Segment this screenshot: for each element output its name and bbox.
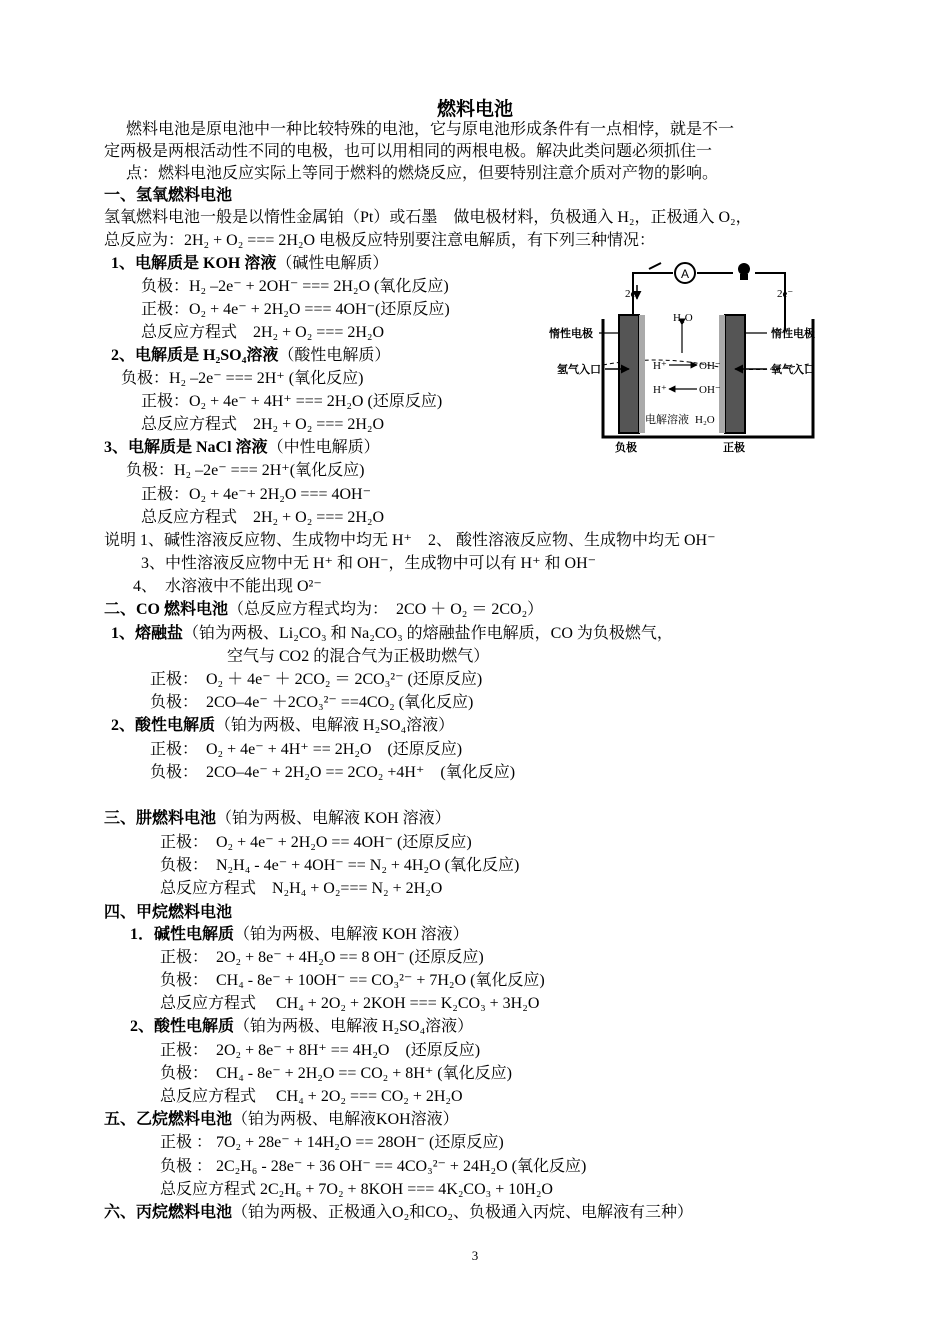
positive-pole-label: 正极 (723, 441, 745, 454)
s1-case-2-heading (111, 345, 390, 367)
page-title: 燃料电池 (436, 98, 513, 120)
electron-label-left: 2e⁻ (625, 288, 642, 300)
section-6-title: 六、丙烷燃料电池 (104, 1204, 233, 1221)
positive-electrode (725, 315, 745, 433)
s2-case-1-positive: 正极： O₂ ＋ 4e⁻ ＋ 2CO₂ ＝ 2CO₃²⁻ (还原反应) (150, 671, 483, 688)
s3-negative: 负极： N₂H₄ - 4e⁻ + 4OH⁻ == N₂ + 4H₂O (氧化反应) (160, 857, 520, 874)
s2-case-2-note: （铂为两极、电解液 H₂SO₄溶液） (215, 717, 455, 734)
ohminus-label-2: OH⁻ (699, 384, 721, 396)
s1-case-1-negative: 负极：H₂ –2e⁻ + 2OH⁻ === 2H₂O (氧化反应) (141, 278, 449, 295)
s1-case-1-note: （碱性电解质） (276, 255, 389, 272)
s1-paragraph-1: 氢氧燃料电池一般是以惰性金属铂（Pt）或石墨 做电极材料，负极通入 H₂，正极通入 O₂， (104, 209, 752, 226)
s3-positive: 正极： O₂ + 4e⁻ + 2H₂O == 4OH⁻ (还原反应) (160, 834, 472, 851)
s1-case-3-note: （中性电解质） (267, 439, 380, 456)
section-2-heading (104, 599, 543, 621)
s4-case-2-note: （铂为两极、电解液 H₂SO₄溶液） (234, 1018, 474, 1035)
right-electrode-label: 惰性电极 (771, 327, 815, 340)
s1-case-2-note: （酸性电解质） (278, 347, 391, 364)
electrolyte-label: 电解溶液 (645, 413, 689, 426)
bulb-icon (738, 263, 750, 275)
s1-case-3-heading (104, 437, 380, 459)
s4-case-2-title: 2、酸性电解质 (130, 1018, 235, 1035)
s1-case-1-heading (111, 253, 388, 275)
s4-case-1-title: 1．碱性电解质 (130, 926, 235, 943)
s4-case-1-note: （铂为两极、电解液 KOH 溶液） (234, 926, 469, 943)
section-5-note: （铂为两极、电解液KOH溶液） (232, 1111, 459, 1128)
s2-case-2-positive: 正极： O₂ + 4e⁻ + 4H⁺ == 2H₂O (还原反应) (150, 741, 463, 758)
s3-total: 总反应方程式 N₂H₄ + O₂=== N₂ + 2H₂O (160, 880, 443, 897)
s2-case-2-title: 2、酸性电解质 (111, 717, 216, 734)
left-electrode-label: 惰性电极 (549, 327, 593, 340)
hplus-label-1: H⁺ (653, 360, 667, 372)
s1-note-3: 4、 水溶液中不能出现 O²⁻ (133, 578, 322, 595)
s4-case-1-total: 总反应方程式 CH₄ + 2O₂ + 2KOH === K₂CO₃ + 3H₂O (160, 995, 540, 1012)
section-5-heading (104, 1109, 459, 1131)
section-5-title: 五、乙烷燃料电池 (104, 1111, 233, 1128)
s1-case-1-title: 1、电解质是 KOH 溶液 (111, 255, 277, 272)
electron-label-right: 2e⁻ (777, 288, 794, 300)
s2-case-1-note: （铂为两极、Li₂CO₃ 和 Na₂CO₃ 的熔融盐作电解质，CO 为负极燃气， (183, 625, 673, 642)
page-number: 3 (471, 1248, 479, 1263)
section-2-note: （总反应方程式均为： 2CO ＋ O₂ ＝ 2CO₂） (228, 601, 544, 618)
s1-case-3-negative: 负极：H₂ –2e⁻ === 2H⁺(氧化反应) (126, 462, 365, 479)
hplus-label-2: H⁺ (653, 384, 667, 396)
negative-electrode (619, 315, 639, 433)
s2-case-1-title: 1、熔融盐 (111, 625, 184, 642)
s1-case-3-title: 3、电解质是 NaCl 溶液 (104, 439, 268, 456)
s1-case-2-title: 2、电解质是 H₂SO₄溶液 (111, 347, 279, 364)
water-label-bottom: H₂O (695, 414, 715, 426)
intro-line-1: 燃料电池是原电池中一种比较特殊的电池，它与原电池形成条件有一点相悖，就是不一 (126, 119, 735, 138)
s2-case-1-heading (111, 623, 673, 645)
intro-line-3: 点：燃料电池反应实际上等同于燃料的燃烧反应，但要特别注意介质对产物的影响。 (126, 163, 719, 182)
s4-case-2-total: 总反应方程式 CH₄ + 2O₂ === CO₂ + 2H₂O (160, 1088, 463, 1105)
s1-case-2-negative: 负极：H₂ –2e⁻ === 2H⁺ (氧化反应) (121, 370, 364, 387)
section-1-heading: 一、氢氧燃料电池 (104, 185, 233, 204)
negative-pole-label: 负极 (615, 441, 637, 454)
s4-case-2-positive: 正极： 2O₂ + 8e⁻ + 8H⁺ == 4H₂O (还原反应) (160, 1042, 481, 1059)
s4-case-1-positive: 正极： 2O₂ + 8e⁻ + 4H₂O == 8 OH⁻ (还原反应) (160, 949, 484, 966)
s1-case-3-total: 总反应方程式 2H₂ + O₂ === 2H₂O (141, 509, 385, 526)
ammeter-label: A (680, 267, 690, 281)
s2-case-1-note-2: 空气与 CO2 的混合气为正极助燃气） (227, 648, 490, 665)
section-3-heading (104, 808, 451, 830)
s1-case-1-positive: 正极：O₂ + 4e⁻ + 2H₂O === 4OH⁻(还原反应) (141, 301, 450, 318)
section-3-title: 三、肼燃料电池 (104, 810, 217, 827)
s1-paragraph-2: 总反应为：2H₂ + O₂ === 2H₂O 电极反应特别要注意电解质，有下列三种情况： (104, 232, 656, 249)
s4-case-2-negative: 负极： CH₄ - 8e⁻ + 2H₂O == CO₂ + 8H⁺ (氧化反应) (160, 1065, 512, 1082)
s4-case-1-heading (130, 924, 469, 946)
s2-case-1-negative: 负极： 2CO–4e⁻ ＋2CO₃²⁻ ==4CO₂ (氧化反应) (150, 694, 474, 711)
intro-line-2: 定两极是两根活动性不同的电极，也可以用相同的两根电极。解决此类问题必须抓住一 (104, 141, 713, 160)
s1-note-1: 说明 1、碱性溶液反应物、生成物中均无 H⁺ 2、 酸性溶液反应物、生成物中均无 OH⁻ (104, 532, 716, 549)
section-6-note: （铂为两极、正极通入O₂和CO₂、负极通入丙烷、电解液有三种） (232, 1204, 693, 1221)
section-4-heading: 四、甲烷燃料电池 (104, 902, 233, 921)
hydrogen-inlet-label: 氢气入口 (557, 363, 601, 376)
s2-case-2-negative: 负极： 2CO–4e⁻ + 2H₂O == 2CO₂ +4H⁺ (氧化反应) (150, 764, 516, 781)
section-3-note: （铂为两极、电解液 KOH 溶液） (216, 810, 451, 827)
section-6-heading (104, 1202, 693, 1224)
section-2-title: 二、CO 燃料电池 (104, 601, 229, 618)
s5-total: 总反应方程式 2C₂H₆ + 7O₂ + 8KOH === 4K₂CO₃ + 10H₂O (160, 1181, 553, 1198)
s5-positive: 正极 ： 7O₂ + 28e⁻ + 14H₂O == 28OH⁻ (还原反应) (160, 1134, 504, 1151)
oxygen-inlet-label: 氧气入口 (771, 363, 815, 376)
s1-case-2-positive: 正极：O₂ + 4e⁻ + 4H⁺ === 2H₂O (还原反应) (141, 393, 443, 410)
s5-negative: 负极 ： 2C₂H₆ - 28e⁻ + 36 OH⁻ == 4CO₃²⁻ + 24H₂O (氧化反应) (160, 1158, 587, 1175)
s1-case-3-positive: 正极：O₂ + 4e⁻+ 2H₂O === 4OH⁻ (141, 486, 372, 503)
s1-case-1-total: 总反应方程式 2H₂ + O₂ === 2H₂O (141, 324, 385, 341)
s4-case-2-heading (130, 1016, 473, 1038)
s2-case-2-heading (111, 715, 454, 737)
s4-case-1-negative: 负极： CH₄ - 8e⁻ + 10OH⁻ == CO₃²⁻ + 7H₂O (氧化反应) (160, 972, 545, 989)
water-label-top: H₂O (673, 312, 693, 324)
s1-note-2: 3、中性溶液反应物中无 H⁺ 和 OH⁻，生成物中可以有 H⁺ 和 OH⁻ (141, 555, 597, 572)
ohminus-label-1: OH⁻ (699, 360, 721, 372)
fuel-cell-diagram (545, 255, 850, 455)
s1-case-2-total: 总反应方程式 2H₂ + O₂ === 2H₂O (141, 416, 385, 433)
